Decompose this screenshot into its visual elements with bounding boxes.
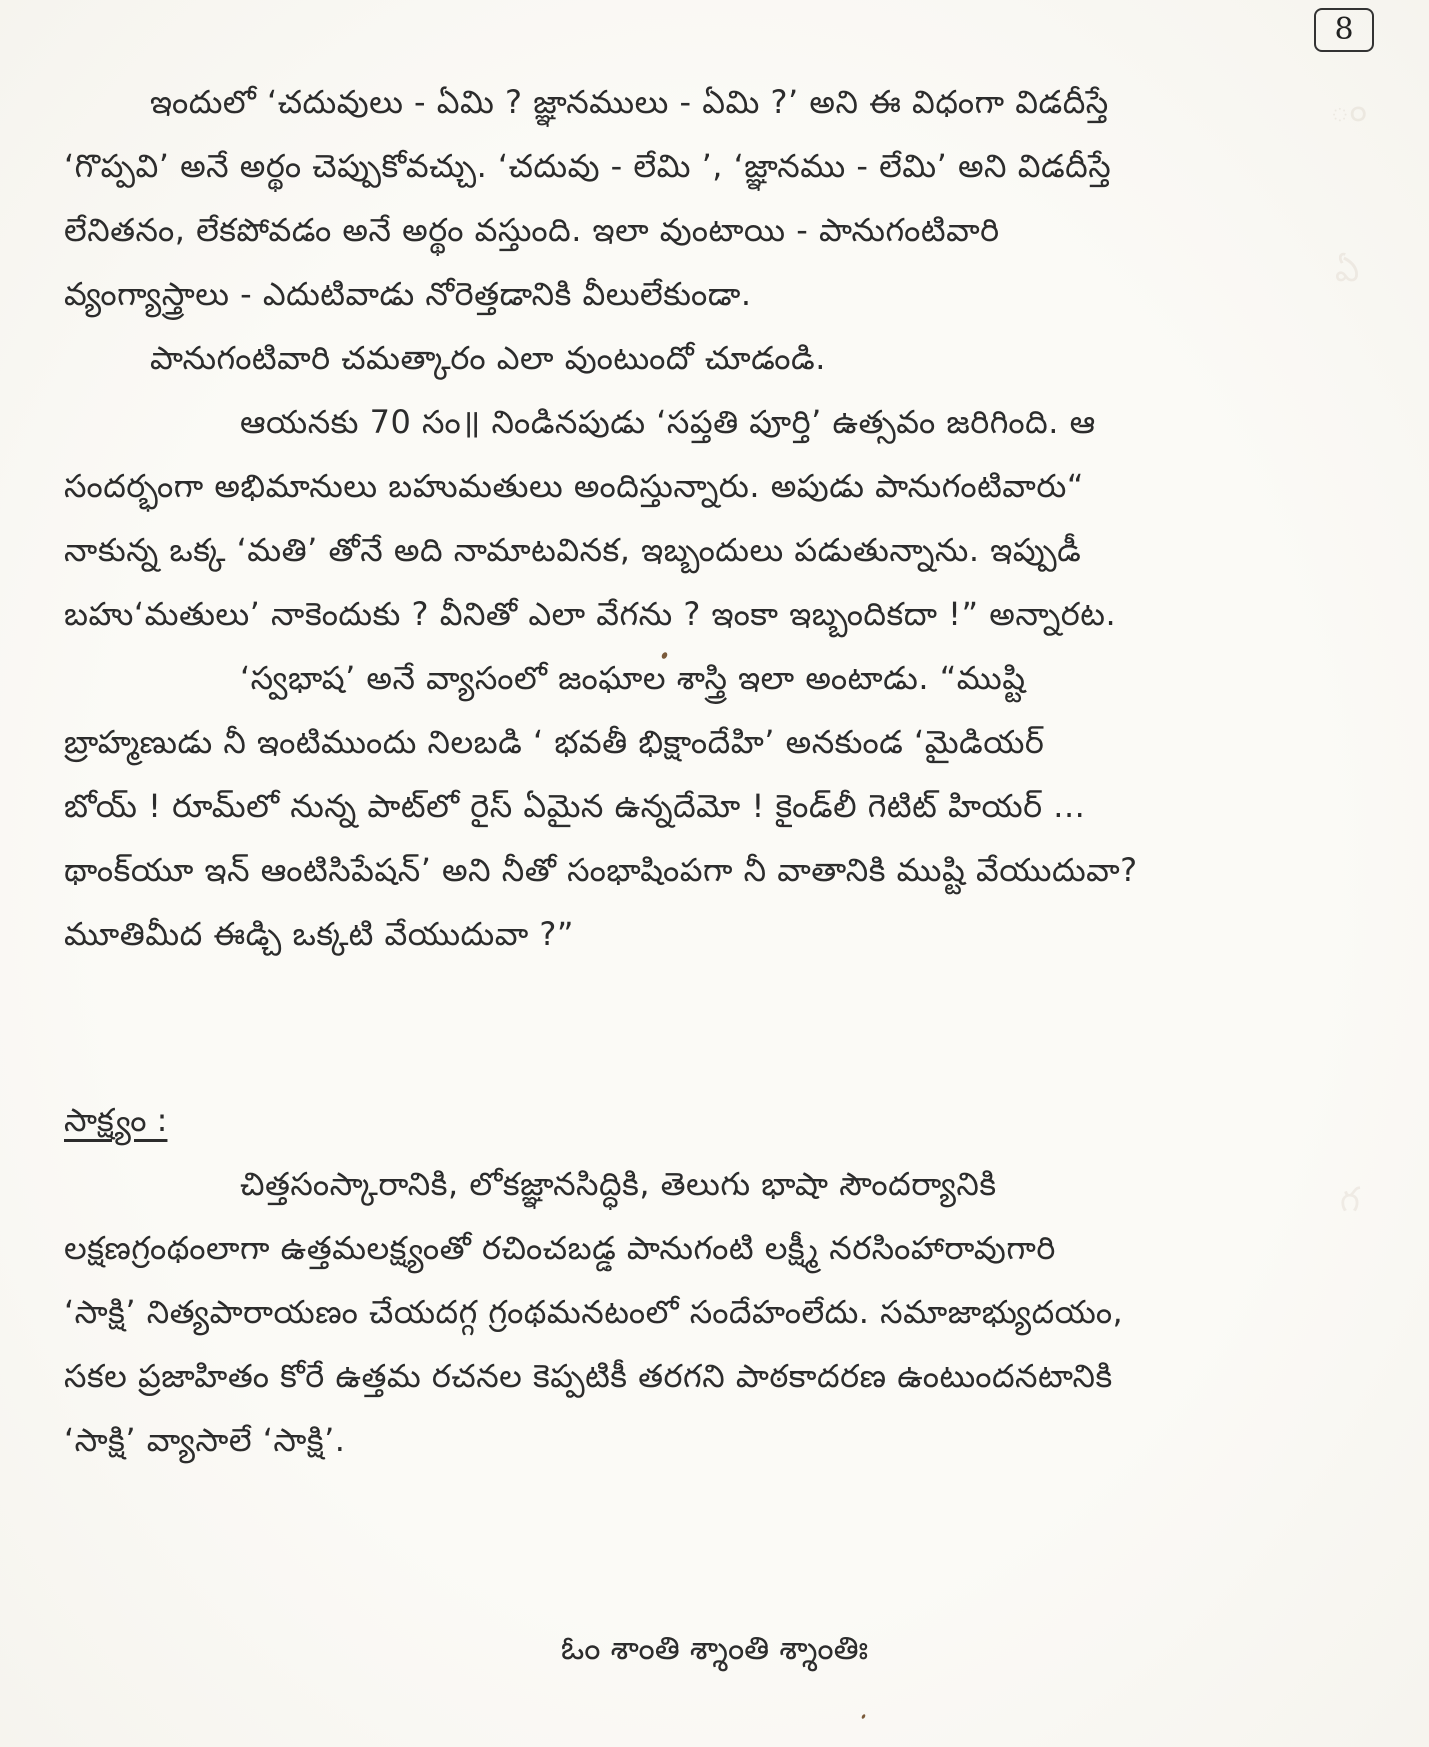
text-line-17: ‘సాక్షి’ నిత్యపారాయణం చేయదగ్గ గ్రంథమనటంలో సందేహంలేదు. సమాజాభ్యుదయం, <box>64 1293 1124 1331</box>
text-line-12: బోయ్ ! రూమ్‌లో నున్న పాట్‌లో రైస్ ఏమైన ఉన్నదేమో ! కైండ్‌లీ గెటిట్ హియర్ ... <box>64 787 1086 825</box>
text-line-2: ‘గొప్పవి’ అనే అర్థం చెప్పుకోవచ్చు. ‘చదువు - లేమి ’, ‘జ్ఞానము - లేమి’ అని విడదీస్తే <box>64 147 1112 185</box>
text-line-11: బ్రాహ్మణుడు నీ ఇంటిముందు నిలబడి ‘ భవతీ భిక్షాందేహి’ అనకుండ ‘మైడియర్ <box>64 723 1045 761</box>
text-line-4: వ్యంగ్యాస్త్రాలు - ఎదుటివాడు నోరెత్తడానికి వీలులేకుండా. <box>64 275 752 313</box>
text-line-15: చిత్తసంస్కారానికి, లోకజ్ఞానసిద్ధికి, తెలుగు భాషా సౌందర్యానికి <box>240 1165 997 1203</box>
text-line-5: పానుగంటివారి చమత్కారం ఎలా వుంటుందో చూడండి. <box>150 339 826 377</box>
text-line-10: ‘స్వభాష’ అనే వ్యాసంలో జంఘాల శాస్త్రి ఇలా అంటాడు. “ముష్టి <box>240 659 1026 697</box>
bleed-through-mark: ం <box>1330 90 1367 130</box>
closing-invocation: ఓం శాంతి శ్శాంతి శ్శాంతిః <box>560 1629 869 1667</box>
text-line-19: ‘సాక్షి’ వ్యాసాలే ‘సాక్షి’. <box>64 1421 346 1459</box>
text-line-7: సందర్భంగా అభిమానులు బహుమతులు అందిస్తున్నారు. అపుడు పానుగంటివారు“ <box>64 467 1084 505</box>
page-number-box: 8 <box>1314 8 1374 52</box>
ink-speck <box>861 1714 866 1720</box>
bleed-through-mark: గ <box>1340 1180 1360 1220</box>
text-line-1: ఇందులో ‘చదువులు - ఏమి ? జ్ఞానములు - ఏమి ?’ అని ఈ విధంగా విడదీస్తే <box>150 83 1109 121</box>
text-line-16: లక్షణగ్రంథంలాగా ఉత్తమలక్ష్యంతో రచించబడ్డ పానుగంటి లక్ష్మీ నరసింహారావుగారి <box>64 1229 1056 1267</box>
text-line-18: సకల ప్రజాహితం కోరే ఉత్తమ రచనల కెప్పటికీ తరగని పాఠకాదరణ ఉంటుందనటానికి <box>64 1357 1113 1395</box>
text-line-8: నాకున్న ఒక్క ‘మతి’ తోనే అది నామాటవినక, ఇబ్బందులు పడుతున్నాను. ఇప్పుడీ <box>64 531 1082 569</box>
text-line-14: మూతిమీద ఈడ్చి ఒక్కటి వేయుదువా ?” <box>64 915 574 953</box>
text-line-3: లేనితనం, లేకపోవడం అనే అర్థం వస్తుంది. ఇలా వుంటాయి - పానుగంటివారి <box>64 211 1000 249</box>
text-line-9: బహు‘మతులు’ నాకెందుకు ? వీనితో ఎలా వేగను ? ఇంకా ఇబ్బందికదా !” అన్నారట. <box>64 595 1117 633</box>
text-line-6: ఆయనకు 70 సం॥ నిండినపుడు ‘సప్తతి పూర్తి’ ఉత్సవం జరిగింది. ఆ <box>240 403 1096 441</box>
section-heading: సాక్ష్యం : <box>64 1101 168 1139</box>
bleed-through-mark: ఏ <box>1335 250 1360 290</box>
text-line-13: థాంక్‌యూ ఇన్ ఆంటిసిపేషన్’ అని నీతో సంభాషింపగా నీ వాతానికి ముష్టి వేయుదువా? <box>64 851 1138 889</box>
